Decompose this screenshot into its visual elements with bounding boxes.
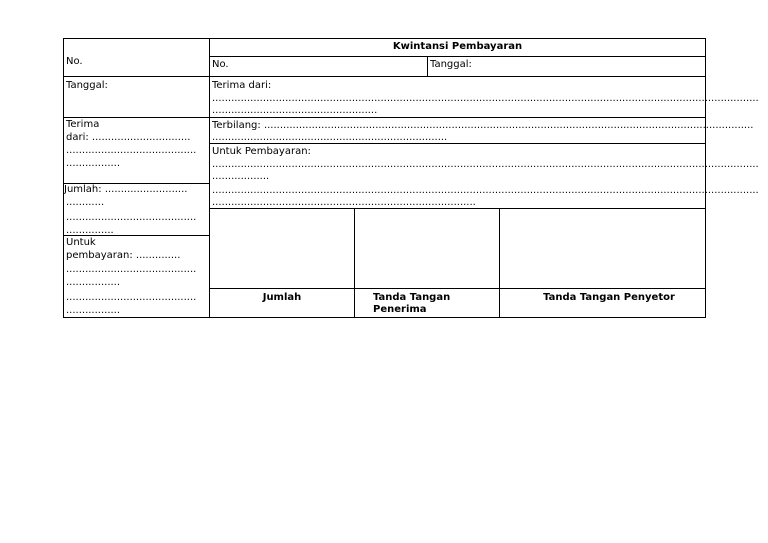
terbilang-line2: .......................................................................... [212, 132, 448, 143]
stub-untuk-line4: ................. [66, 277, 121, 288]
receipt-form [63, 38, 759, 318]
stub-terima-dari-line: dari: ............................... [66, 132, 191, 143]
sig-jumlah-label: Jumlah [262, 292, 302, 303]
stub-jumlah-line4: ............... [66, 225, 114, 236]
untuk-line2: .................. [212, 171, 270, 182]
stub-untuk-line6: ................. [66, 305, 121, 316]
main-no-cell [209, 56, 428, 77]
main-no-label: No. [212, 59, 229, 70]
receipt-title: Kwintansi Pembayaran [392, 41, 523, 52]
untuk-line1: ............................................................................................................................................................................ [212, 159, 759, 170]
main-tanggal-label: Tanggal: [430, 59, 472, 70]
terima-dari-line1: ............................................................................................................................................................................ [212, 93, 759, 104]
sig-penerima-label-line2: Penerima [373, 304, 427, 315]
untuk-line4: ................................................................................... [212, 197, 476, 208]
terbilang-line: Terbilang: .......................................................................................................................................................... [212, 120, 754, 131]
stub-untuk-line3: ......................................... [66, 264, 197, 275]
stub-pembayaran-line: pembayaran: .............. [66, 250, 181, 261]
stub-jumlah-line: Jumlah: .......................... [64, 184, 188, 195]
stub-untuk-label: Untuk [66, 237, 96, 248]
stub-no-label: No. [66, 56, 83, 67]
untuk-line3: ............................................................................................................................................................................ [212, 185, 759, 196]
stub-jumlah-line3: ......................................... [66, 212, 197, 223]
stub-terima-label: Terima [66, 119, 100, 130]
stub-no-cell [63, 38, 210, 77]
sig-penyetor-label: Tanda Tangan Penyetor [543, 292, 675, 303]
untuk-pembayaran-label: Untuk Pembayaran: [212, 146, 311, 157]
stub-jumlah-line2: ............ [66, 197, 105, 208]
stub-untuk-line5: ......................................... [66, 292, 197, 303]
stub-tanggal-label: Tanggal: [66, 80, 108, 91]
sig-label-row-line [209, 288, 706, 289]
stub-terima-line3: ................. [66, 158, 121, 169]
stub-terima-line2: ......................................... [66, 145, 197, 156]
terima-dari-label: Terima dari: [212, 80, 272, 91]
terima-dari-line2: .................................................... [212, 105, 378, 116]
sig-penerima-label-line1: Tanda Tangan [373, 292, 451, 303]
